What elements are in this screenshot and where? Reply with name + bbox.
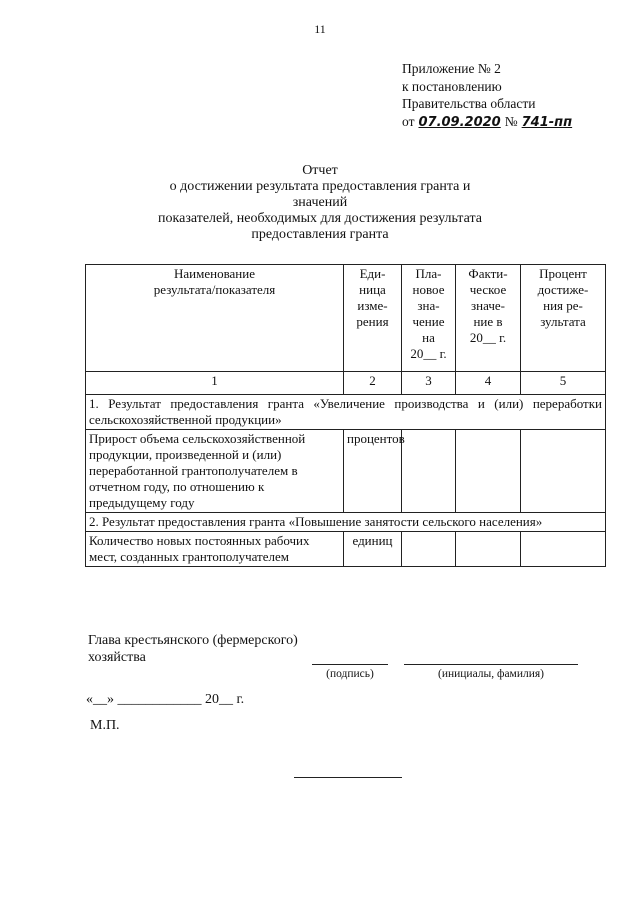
- report-table: [85, 264, 606, 567]
- stamp-mark: М.П.: [90, 718, 120, 733]
- name-line: [404, 664, 578, 665]
- signature-caption: (подпись): [326, 668, 374, 680]
- column-number: 3: [402, 372, 456, 395]
- header-planned: Пла- новое зна- чение на 20__ г.: [402, 265, 456, 372]
- handwritten-date: 07.09.2020: [418, 114, 501, 130]
- planned-value-cell: [402, 430, 456, 513]
- table-row: [86, 532, 606, 567]
- title-line-4: предоставления гранта: [251, 227, 389, 242]
- table-header-row: [86, 265, 606, 372]
- section-title: 1. Результат предоставления гранта «Увеличение производства и (или) переработки сельскохозяйственной продукции»: [86, 395, 606, 430]
- percent-value-cell: [521, 430, 606, 513]
- table-row: [86, 430, 606, 513]
- appendix-block: [402, 60, 576, 131]
- header-unit: Еди- ница изме- рения: [344, 265, 402, 372]
- number-sign: №: [504, 113, 518, 129]
- header-percent: Процент достиже- ния ре- зультата: [521, 265, 606, 372]
- title-line-2: о достижении результата предоставления гранта и значений: [169, 179, 471, 210]
- header-actual: Факти- ческое значе- ние в 20__ г.: [456, 265, 521, 372]
- appendix-line-1: Приложение № 2: [402, 61, 501, 76]
- signature-line: [312, 664, 388, 665]
- section-title: 2. Результат предоставления гранта «Повышение занятости сельского населения»: [86, 513, 606, 532]
- section-title-row: [86, 395, 606, 430]
- indicator-unit: процентов: [344, 430, 402, 513]
- actual-value-cell: [456, 532, 521, 567]
- end-divider: [294, 777, 402, 778]
- indicator-unit: единиц: [344, 532, 402, 567]
- signatory-label-line-2: хозяйства: [88, 650, 146, 665]
- signatory-label: [88, 632, 298, 666]
- page-number: 11: [314, 22, 326, 36]
- signatory-label-line-1: Глава крестьянского (фермерского): [88, 633, 298, 648]
- indicator-name: Прирост объема сельскохозяйственной продукции, произведенной и (или) переработанной грантополучателем в отчетном году, по отношению к предыдущему году: [86, 430, 344, 513]
- header-name: Наименование результата/показателя: [86, 265, 344, 372]
- column-number: 4: [456, 372, 521, 395]
- date-line: «__» ____________ 20__ г.: [86, 692, 245, 707]
- percent-value-cell: [521, 532, 606, 567]
- handwritten-number: 741-пп: [521, 114, 573, 130]
- appendix-from: от: [402, 113, 415, 129]
- column-number: 5: [521, 372, 606, 395]
- name-caption: (инициалы, фамилия): [437, 668, 545, 680]
- appendix-line-2: к постановлению: [402, 78, 502, 94]
- appendix-line-3: Правительства области: [402, 96, 536, 111]
- title-line-3: показателей, необходимых для достижения результата: [158, 211, 482, 226]
- column-numbers-row: [86, 372, 606, 395]
- appendix-date-line: [402, 113, 576, 132]
- column-number: 2: [344, 372, 402, 395]
- indicator-name: Количество новых постоянных рабочих мест, созданных грантополучателем: [86, 532, 344, 567]
- planned-value-cell: [402, 532, 456, 567]
- column-number: 1: [86, 372, 344, 395]
- title-line-1: Отчет: [302, 163, 338, 178]
- section-title-row: [86, 513, 606, 532]
- actual-value-cell: [456, 430, 521, 513]
- document-title: [150, 163, 490, 243]
